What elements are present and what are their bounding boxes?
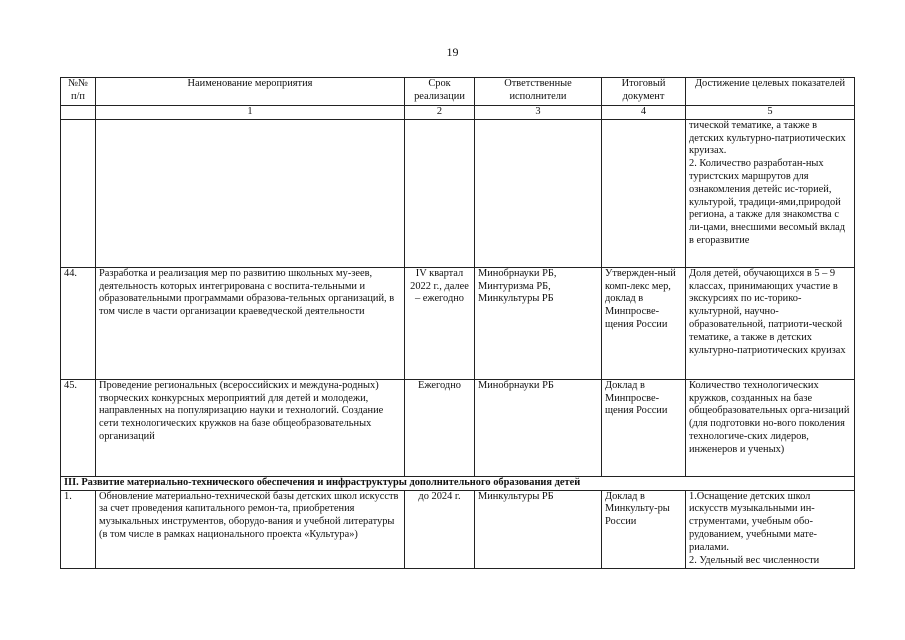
cell-result: Доля детей, обучающихся в 5 – 9 классах, принимающих участие в экскурсиях по ис-торико-культурной, научно-образовательной, патриоти-ческой тематике, а также в детских культурно-патриотических круизах bbox=[686, 267, 855, 379]
colnum-1: 1 bbox=[96, 106, 405, 120]
colnum-5: 5 bbox=[686, 106, 855, 120]
header-row bbox=[61, 78, 855, 106]
cell-document bbox=[602, 119, 686, 267]
cell-activity-name bbox=[96, 119, 405, 267]
cell-responsible: Минобрнауки РБ bbox=[475, 379, 602, 476]
section-row bbox=[61, 476, 855, 490]
colnum-2: 2 bbox=[405, 106, 475, 120]
cell-term: до 2024 г. bbox=[405, 490, 475, 568]
cell-number: 1. bbox=[61, 490, 96, 568]
cell-document: Утвержден-ный комп-лекс мер, доклад в Минпросве-щения России bbox=[602, 267, 686, 379]
colnum-blank bbox=[61, 106, 96, 120]
header-name: Наименование мероприятия bbox=[96, 78, 405, 106]
activities-table bbox=[60, 77, 855, 569]
table-row bbox=[61, 267, 855, 379]
column-numbers-row bbox=[61, 106, 855, 120]
cell-term bbox=[405, 119, 475, 267]
table-row bbox=[61, 119, 855, 267]
cell-term: IV квартал 2022 г., далее – ежегодно bbox=[405, 267, 475, 379]
colnum-3: 3 bbox=[475, 106, 602, 120]
page-number: 19 bbox=[446, 45, 459, 59]
cell-activity-name: Проведение региональных (всероссийских и междуна-родных) творческих конкурсных мероприятий для детей и молодежи, направленных на популяризацию науки и технологий. Создание сети технологических кружков на базе общеобразовательных организаций bbox=[96, 379, 405, 476]
colnum-4: 4 bbox=[602, 106, 686, 120]
cell-number bbox=[61, 119, 96, 267]
cell-number: 45. bbox=[61, 379, 96, 476]
cell-number: 44. bbox=[61, 267, 96, 379]
header-term: Срок реализации bbox=[405, 78, 475, 106]
section-title: III. Развитие материально-технического обеспечения и инфраструктуры дополнительного образования детей bbox=[61, 476, 855, 490]
table-body bbox=[61, 119, 855, 568]
cell-term: Ежегодно bbox=[405, 379, 475, 476]
cell-responsible: Минобрнауки РБ, Минтуризма РБ, Минкультуры РБ bbox=[475, 267, 602, 379]
header-num: №№ п/п bbox=[61, 78, 96, 106]
table-row bbox=[61, 490, 855, 568]
header-responsible: Ответственные исполнители bbox=[475, 78, 602, 106]
header-result: Достижение целевых показателей bbox=[686, 78, 855, 106]
cell-responsible: Минкультуры РБ bbox=[475, 490, 602, 568]
cell-document: Доклад в Минпросве-щения России bbox=[602, 379, 686, 476]
cell-result: тической тематике, а также в детских культурно-патриотических круизах. 2. Количество разработан-ных туристских маршрутов для ознакомления детейс ис-торией, культурой, традици-ями,природой региона, а также для знакомства с ли-цами, внесшими весомый вклад в егоразвитие bbox=[686, 119, 855, 267]
cell-activity-name: Разработка и реализация мер по развитию школьных му-зеев, деятельность которых интегрирована с воспита-тельными и образовательными программами образова-тельных организаций, в том числе в части организации краеведческой деятельности bbox=[96, 267, 405, 379]
cell-responsible bbox=[475, 119, 602, 267]
cell-result: Количество технологических кружков, созданных на базе общеобразовательных орга-низаций (для подготовки но-вого поколения технологиче-ских лидеров, инженеров и ученых) bbox=[686, 379, 855, 476]
cell-document: Доклад в Минкульту-ры России bbox=[602, 490, 686, 568]
table-row bbox=[61, 379, 855, 476]
cell-result: 1.Оснащение детских школ искусств музыкальными ин-струментами, учебным обо-рудованием, учебными мате-риалами. 2. Удельный вес численности bbox=[686, 490, 855, 568]
cell-activity-name: Обновление материально-технической базы детских школ искусств за счет проведения капитального ремон-та, приобретения музыкальных инструментов, оборудо-вания и учебной литературы (в том числе в рамках национального проекта «Культура») bbox=[96, 490, 405, 568]
header-document: Итоговый документ bbox=[602, 78, 686, 106]
